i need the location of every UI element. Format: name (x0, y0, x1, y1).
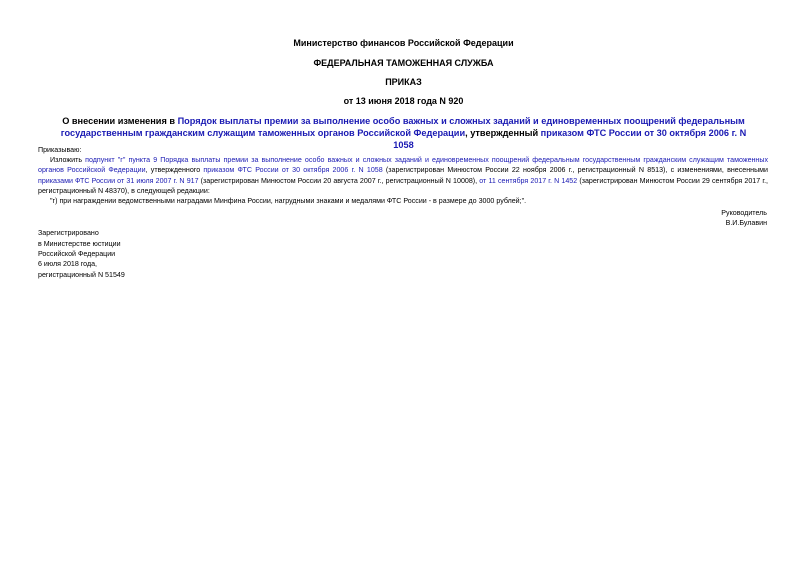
registration-line-4: 6 июля 2018 года, (38, 260, 98, 268)
title-text-1: О внесении изменения в (62, 116, 178, 126)
doc-type-heading: ПРИКАЗ (385, 77, 422, 87)
p1-link-subpoint[interactable]: подпункт "г" пункта 9 Порядка выплаты премии за выполнение особо важных и сложных заданий и единовременных поощрений федеральным государственным гражданским служащим таможенных органов Российской Федерации (38, 156, 768, 175)
order-intro: Приказываю: (38, 146, 82, 154)
p1-text-4: (зарегистрирован Минюстом России 20 августа 2007 г., регистрационный N 10008), (198, 176, 480, 185)
registration-line-3: Российской Федерации (38, 250, 116, 258)
title-link-procedure[interactable]: Порядок выплаты премии за выполнение особо важных и сложных заданий и единовременных поощрений федеральным государственным гражданским служащим таможенных органов Российской Федерации (60, 116, 745, 138)
paragraph-2: "г) при награждении ведомственными наградами Минфина России, нагрудными знаками и медалями ФТС России - в размере до 3000 рублей;". (50, 197, 527, 205)
p1-link-order-1058[interactable]: приказом ФТС России от 30 октября 2006 г. N 1058 (203, 166, 383, 175)
p1-text-1: Изложить (50, 156, 86, 164)
title-text-2: , утвержденный (465, 128, 541, 138)
signature-role: Руководитель (721, 209, 767, 217)
p1-text-2: , утвержденного (145, 166, 204, 175)
signature-name: В.И.Булавин (725, 219, 767, 227)
p1-text-5: (зарегистрирован Минюстом России 29 сентября 2017 г., регистрационный N 48370), в следующей редакции: (38, 176, 769, 196)
registration-line-1: Зарегистрировано (38, 229, 99, 237)
registration-line-5: регистрационный N 51549 (38, 271, 125, 279)
title-link-order[interactable]: приказом ФТС России от 30 октября 2006 г. N 1058 (393, 128, 747, 150)
registration-line-2: в Министерстве юстиции (38, 240, 121, 248)
p1-link-order-1452[interactable]: от 11 сентября 2017 г. N 1452 (479, 176, 578, 185)
p1-link-order-917[interactable]: приказами ФТС России от 31 июля 2007 г. N 917 (38, 176, 199, 185)
service-heading: ФЕДЕРАЛЬНАЯ ТАМОЖЕННАЯ СЛУЖБА (313, 58, 494, 68)
paragraph-1 (38, 155, 768, 197)
p1-text-3: (зарегистрирован Минюстом России 22 ноября 2006 г., регистрационный N 8513), с изменениями, внесенными (382, 166, 769, 175)
ministry-heading: Министерство финансов Российской Федерации (293, 38, 514, 48)
date-number-heading: от 13 июня 2018 года N 920 (343, 96, 464, 106)
